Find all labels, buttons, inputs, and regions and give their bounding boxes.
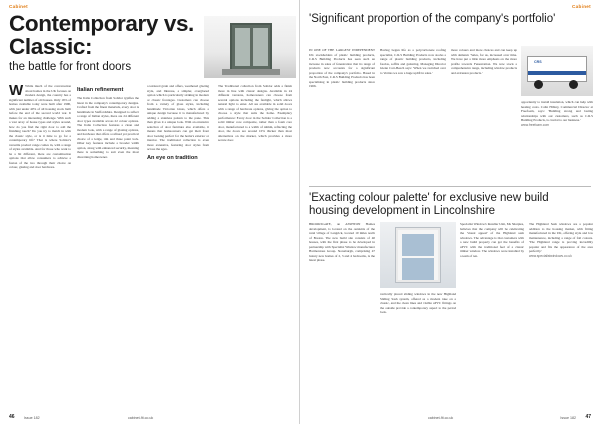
column-8-text: The Highland Sash windows are a popular addition to the housing market, with fitting manufactured in the UK, offering style and low maintenance, including a range of foil colours. 'The Highland range is proving incredibly popular and fits the appearance of the area perfectly.': [529, 222, 593, 253]
issue-label: Issue 182: [24, 416, 40, 420]
column-3-text: a textured grain and offers, weathered glazing style, and Ilkstone, a simpler, overglazed option which is particularly striking in modern or classic frontages. Customers can choose from a variety of glass styles, including handmade Victorian Glass, which offers a unique design because it is manufactured by adding a stainless pattern to the pane. This then gives it a unique look. With an extensive selection of door furniture also available, it means that homeowners can get their front door looking perfect for the home's exterior or interior. The traditional collection is even more extensive, featuring door styles from across the ages.: [147, 84, 209, 151]
section-heading-tradition: An eye on tradition: [147, 154, 198, 161]
second-article-column-3: [460, 222, 524, 258]
door-frame-illustration: [230, 23, 272, 71]
second-article-column-2: [380, 292, 456, 315]
brand-logo: Cabinet: [9, 4, 28, 9]
column-5-text: BROOKSGATE, an ASSHTON Homes development, is located on the outskirts of the rural village of Langrick, located 10 miles north of Boston. The new build site consists of 40 houses, with the first phase to be developed in partnership with Specialist Window manufacturer Harmonious Group. Stoneburgh, comprising 47 luxury new homes of 2, 3 and 4 bedrooms, is the latest phase.: [309, 222, 375, 262]
sash-window-photo: [380, 222, 456, 288]
column-1-text: While much of the conversation about homes in the UK focuses on modern design, the country has a significant number of old houses. Only 16% of homes available today were built after 1990, with just under 40% of all housing stock built before the end of the second world war. It makes for an interesting challenge. With such a vast array of house types and styles around, how do you find the right door to add the finishing touch? Do you try to match in with the classic style, or is it time to go for a contemporary lift? That is where Solidor's versatile product range comes in, with a range of styles available. And for those who want to be a bit different, there are customisation options that allow consumers to achieve a fusion of the two through their choice on colour, glazing and door hardware.: [9, 84, 71, 169]
column-2-text: The Italia Collection from Solidor typifies the latest in the company's contemporary designs. Crafted from the finest materials, every door is handmade in Staffordshire. Designed to reflect a range of Italian styles, there are 24 different door types available across 22 colour options. The Italia Collection features a clean and modern look, with a range of glazing options, and hardware that offers a refined yet practical choice of a ledge, rim and three point lock. Other key features include a broader width option, along with enhanced security, meaning there is something to suit even the most discerning homeowner.: [77, 96, 139, 159]
article-column-3: [451, 48, 517, 75]
right-page: [300, 0, 600, 424]
column-2-text: Having begun life as a polycarbonate roofing specialist, C.R.S Building Products now stocks a range of plastic building products, including fascias, soffits and guttering. Managing Director Glenn Carr-Beech says: 'When we switched over to Veritas we saw a huge uplift in sales.': [380, 48, 446, 75]
sash-window-illustration: [396, 228, 440, 282]
column-4-text: The Traditional collection from Solidor adds a finish more in line with classic designs. Available in 24 different versions, homeowners can choose from several options including the fanlight, which allows natural light to enter. All are available in solid doors with a range of hardware options, giving the option to choose a style that suits the home. Exemplary performance: Every door in the Solidor Collection is a solid timber core composite, rather than a foam core door, manufactured to a width of 44mm, reflecting the door, the doors are around 10% thicker than most alternatives on the market, which provides a more secure door.: [218, 84, 292, 142]
column-4-text: opportunity to install insulation, which can help with heating costs. Colin Hillary, Commercial Director at Freefoam, says: 'Building strong and lasting relationships with our customers, such as C.R.S Building Products, is crucial to our business.': [521, 100, 593, 122]
delivery-van-photo: [521, 46, 593, 96]
van-illustration: [527, 56, 587, 82]
article-headline-quote: 'Significant proportion of the company's portfolio': [309, 13, 556, 25]
article-column-1: [9, 84, 71, 170]
article-column-2: [380, 48, 446, 75]
page-number: 46: [9, 414, 15, 420]
drop-cap: W: [9, 82, 24, 99]
brand-logo: Cabinet: [572, 4, 591, 9]
article-column-4: [218, 84, 292, 143]
column-7-text: Specialist Window's Installer Unit, Ms Sharples, believes that the company will be celebrating the 'visual appeal' of the Highland sash windows. The advantage is that customers with a new build property can get the benefits of uPVC with the traditional feel of a classic timber window. The windows were installed by a team of ten.: [460, 222, 524, 258]
page-number: 47: [585, 414, 591, 420]
article-column-2: [77, 84, 139, 159]
article-url[interactable]: www.freefoam.com: [521, 122, 550, 127]
article-url[interactable]: www.specialistwindows.co.uk: [529, 253, 572, 258]
second-article-column-1: [309, 222, 375, 263]
footer-url: cabinet-fit.co.uk: [128, 416, 154, 420]
van-livery-text: CRS: [534, 60, 542, 64]
article-headline: Contemporary vs. Classic:: [9, 11, 194, 59]
issue-label: Issue 182: [560, 416, 576, 420]
article-column-4: [521, 100, 593, 127]
section-heading-italian: Italian refinement: [77, 87, 124, 93]
footer-url: cabinet-fit.co.uk: [428, 416, 454, 420]
column-1-text: IN ONE OF THE LARGEST INDEPENDENT UK stockholders of plastic building products, C.R.S Building Products has seen such an increase in sales of fenestration that its range of products now accounts for a significant proportion of the company's portfolio. Based in the North East, C.R.S Building Products has been specialising in plastic building products since 1966.: [309, 48, 375, 88]
column-3-text: more colours and more choices and can keep up with demand. 'Sales, for us, increased over time. We have put a little more emphasis on the more profile towards Fenestration. We now stock a comprehensive range, including window products and extrusion products.': [451, 48, 517, 75]
article-subhead: the battle for front doors: [9, 61, 132, 73]
column-6-text: vertically placed sliding windows in the new Highland Sliding Sash system, offered as a modern take on a classic, and the clean lines and visible uPVC fittings on the outside provide a contemporary aspect to the period look.: [380, 292, 456, 314]
front-door-photo: [204, 16, 296, 78]
article-column-1: [309, 48, 375, 89]
second-article-headline: 'Exacting colour palette' for exclusive new build housing development in Lincolnshire: [309, 192, 549, 217]
article-divider: [309, 186, 591, 187]
article-column-3: [147, 84, 209, 164]
second-article-column-4: [529, 222, 593, 258]
